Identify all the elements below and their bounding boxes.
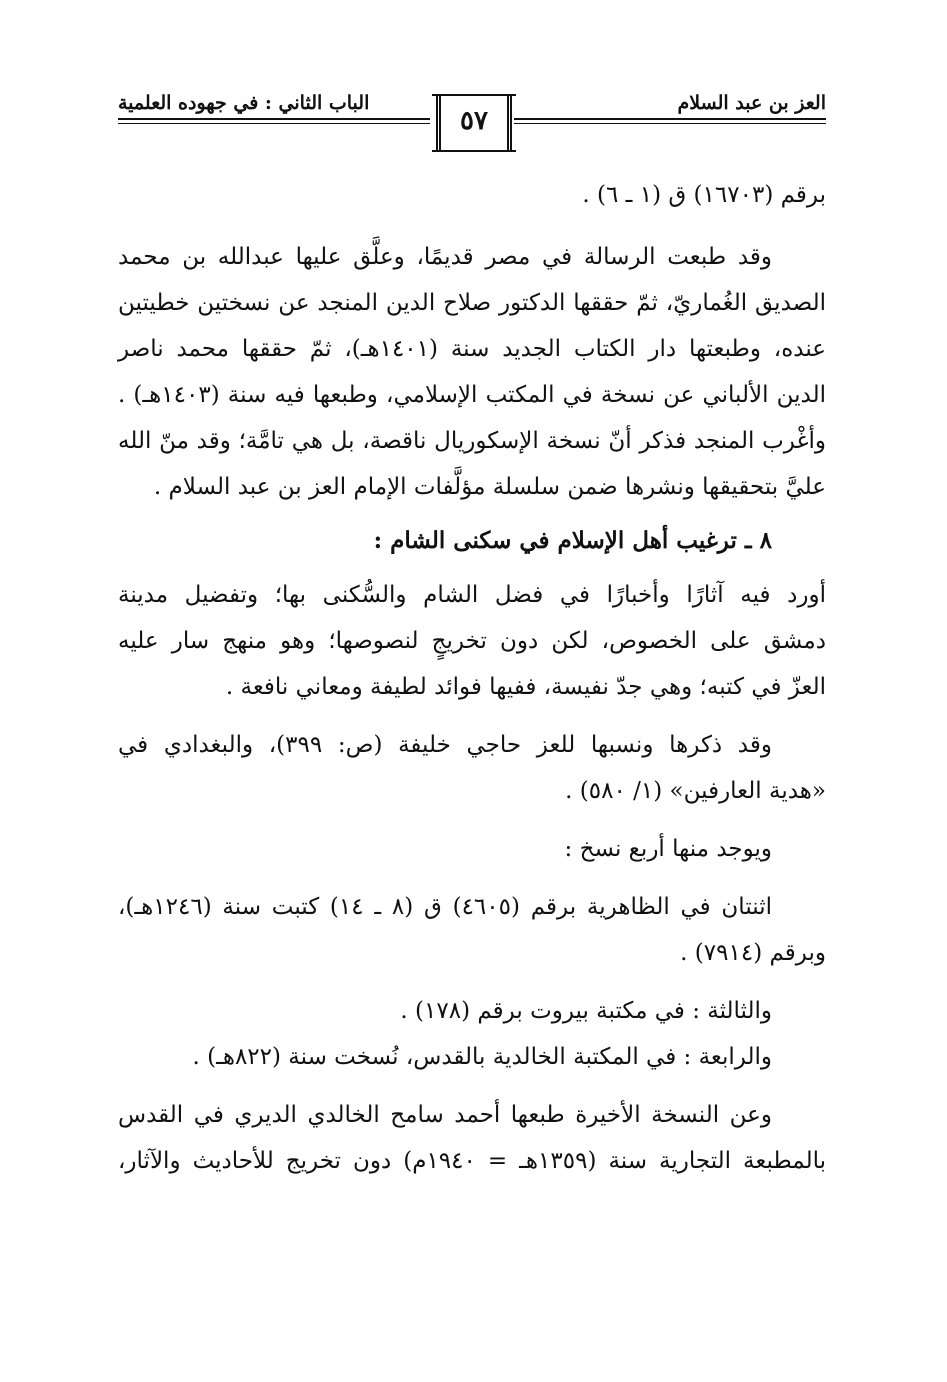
header-rule-right [514,118,826,120]
paragraph-gap [118,510,826,518]
page-number: ٥٧ [460,106,488,136]
text-line: العزّ في كتبه؛ وهي جدّ نفيسة، ففيها فوائد لطيفة ومعاني نافعة . [225,674,826,700]
text-line: بالمطبعة التجارية سنة (١٣٥٩هـ = ١٩٤٠م) دون تخريج للأحاديث والآثار، [118,1148,826,1174]
text-line: دمشق على الخصوص، لكن دون تخريجٍ لنصوصها؛ وهو منهج سار عليه [118,628,826,654]
text-line: وبرقم (٧٩١٤) . [680,940,826,966]
text-line: وقد ذكرها ونسبها للعز حاجي خليفة (ص: ٣٩٩)، والبغدادي في [118,732,772,758]
header-rule-left [118,118,430,120]
page-number-frame [436,96,512,150]
paragraph-gap [118,976,826,988]
section-heading: ٨ ـ ترغيب أهل الإسلام في سكنى الشام : [373,527,772,554]
text-line: الصديق الغُماريّ، ثمّ حققها الدكتور صلاح الدين المنجد عن نسختين خطيتين [118,290,826,316]
text-line: ويوجد منها أربع نسخ : [564,836,772,862]
text-line: وقد طبعت الرسالة في مصر قديمًا، وعلَّق عليها عبدالله بن محمد [118,244,772,270]
text-line: وأغْرب المنجد فذكر أنّ نسخة الإسكوريال ناقصة، بل هي تامَّة؛ وقد منّ الله [118,428,826,454]
paragraph-gap [118,1080,826,1092]
paragraph-gap [118,872,826,884]
paragraph-gap [118,564,826,572]
text-line: الدين الألباني عن نسخة في المكتب الإسلامي، وطبعها فيه سنة (١٤٠٣هـ) . [118,382,826,408]
text-line: والرابعة : في المكتبة الخالدية بالقدس، نُسخت سنة (٨٢٢هـ) . [192,1044,772,1070]
running-header [118,90,826,154]
book-title: العز بن عبد السلام [677,92,826,114]
text-line: اثنتان في الظاهرية برقم (٤٦٠٥) ق (٨ ـ ١٤) كتبت سنة (١٢٤٦هـ)، [118,894,772,920]
text-line: عنده، وطبعتها دار الكتاب الجديد سنة (١٤٠١هـ)، ثمّ حققها محمد ناصر [118,336,826,362]
chapter-title: الباب الثاني : في جهوده العلمية [118,92,370,114]
text-line: عليَّ بتحقيقها ونشرها ضمن سلسلة مؤلَّفات الإمام العز بن عبد السلام . [153,474,826,500]
paragraph-gap [118,710,826,722]
paragraph-gap [118,814,826,826]
header-rule-right-thin [514,123,826,124]
text-line: «هدية العارفين» (١/ ٥٨٠) . [565,778,826,804]
text-line: أورد فيه آثارًا وأخبارًا في فضل الشام والسُّكنى بها؛ وتفضيل مدينة [118,582,826,608]
page-body [118,172,826,1184]
header-rule-left-thin [118,123,430,124]
paragraph-gap [118,218,826,234]
text-line: والثالثة : في مكتبة بيروت برقم (١٧٨) . [400,998,772,1024]
text-line: برقم (١٦٧٠٣) ق (١ ـ ٦) . [582,182,826,208]
text-line: وعن النسخة الأخيرة طبعها أحمد سامح الخالدي الديري في القدس [118,1102,772,1128]
